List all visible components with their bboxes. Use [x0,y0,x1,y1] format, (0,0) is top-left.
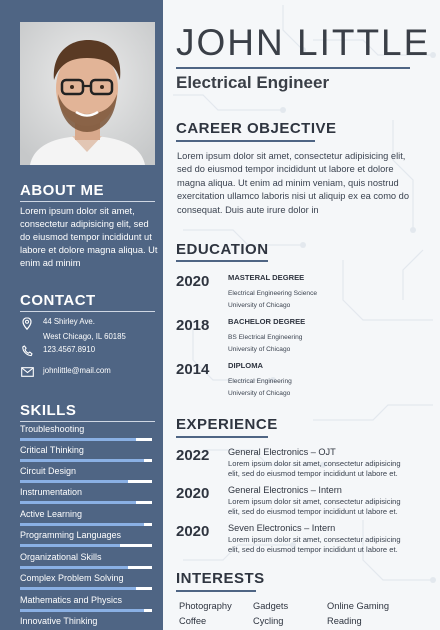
candidate-name: JOHN LITTLE [176,22,431,63]
skill-bar [20,609,152,612]
interest-item: Gadgets [253,601,289,611]
skill-item [20,616,154,630]
skill-item [20,530,154,547]
experience-year: 2020 [176,523,210,540]
about-heading: ABOUT ME [20,182,104,199]
skill-item [20,445,154,462]
experience-title: General Electronics – OJT [228,447,336,457]
contact-phone [20,344,160,358]
phone-icon [20,344,34,358]
skill-item [20,573,154,590]
divider [176,590,256,592]
contact-heading: CONTACT [20,292,96,309]
interest-item: Cycling [253,616,284,626]
contact-email[interactable] [20,365,160,379]
interest-item: Online Gaming [327,601,390,611]
career-objective-text: Lorem ipsum dolor sit amet, consectetur adipisicing elit, sed do eiusmod tempor incididunt ut labore et dolore magna aliqua. Ut enim ad minim veniam, quis nostrud exercitation ullamco laboris nisi ut aliquip ex ea como do consequat. Duis aute irure dolor in [177,151,410,215]
experience-description: Lorem ipsum dolor sit amet, consectetur adipisicing elit, sed do eiusmod tempor incididunt ut labore et. [228,497,401,516]
divider [176,140,315,142]
skill-label: Mathematics and Physics [20,595,123,605]
experience-description: Lorem ipsum dolor sit amet, consectetur adipisicing elit, sed do eiusmod tempor incididunt ut labore et. [228,459,401,478]
education-degree: MASTERAL DEGREE [228,273,305,282]
skill-bar-fill [20,587,136,590]
skill-bar [20,587,152,590]
portrait-image [20,22,155,165]
experience-heading: EXPERIENCE [176,416,278,433]
skill-bar-fill [20,480,128,483]
skill-label: Critical Thinking [20,445,84,455]
skill-bar-fill [20,459,144,462]
skill-label: Complex Problem Solving [20,573,124,583]
education-degree: DIPLOMA [228,361,264,370]
interest-item: Reading [327,616,362,626]
education-degree: BACHELOR DEGREE [228,317,306,326]
skill-label: Circuit Design [20,466,77,476]
skill-label: Organizational Skills [20,552,102,562]
interest-item: Photography [179,601,232,611]
skill-item [20,509,154,526]
divider [176,436,268,438]
skill-bar [20,544,152,547]
experience-year: 2020 [176,485,210,502]
skill-label: Troubleshooting [20,424,85,434]
skill-item [20,424,154,441]
skill-item [20,466,154,483]
skill-label: Programming Languages [20,530,122,540]
interests-heading: INTERESTS [176,570,265,587]
about-text: Lorem ipsum dolor sit amet, consectetur adipisicing elit, sed do eiusmod tempor incididunt ut labore et dolore magna aliqua. Ut enim ad minim [20,206,158,269]
education-field: BS Electrical Engineering [228,334,303,341]
divider [176,67,410,69]
divider [20,311,155,312]
education-year: 2018 [176,317,210,334]
experience-year: 2022 [176,447,210,464]
skill-item [20,595,154,612]
experience-title: General Electronics – Intern [228,485,342,495]
phone-number: 123.4567.8910 [43,345,96,354]
address-line-2: West Chicago, IL 60185 [43,331,126,341]
skill-item [20,487,154,504]
skill-bar-fill [20,609,144,612]
skill-bar-fill [20,501,136,504]
experience-description: Lorem ipsum dolor sit amet, consectetur adipisicing elit, sed do eiusmod tempor incididunt ut labore et. [228,535,401,554]
interest-item: Coffee [179,616,207,626]
skill-bar [20,438,152,441]
address-line-1: 44 Shirley Ave. [43,317,95,326]
skill-bar-fill [20,523,144,526]
skill-label: Active Learning [20,509,83,519]
skill-bar-fill [20,438,136,441]
skill-bar-fill [20,566,128,569]
education-field: Electrical Engineering Science [228,290,318,297]
education-heading: EDUCATION [176,241,269,258]
divider [20,201,155,202]
profile-photo [20,22,155,165]
skill-label: Instrumentation [20,487,83,497]
education-field: Electrical Engineering [228,378,292,385]
education-year: 2014 [176,361,210,378]
skill-bar [20,566,152,569]
skills-heading: SKILLS [20,402,77,419]
experience-title: Seven Electronics – Intern [228,523,336,533]
skill-bar [20,501,152,504]
education-year: 2020 [176,273,210,290]
education-school: University of Chicago [228,346,291,353]
skill-bar [20,459,152,462]
skill-label: Innovative Thinking [20,616,98,626]
education-school: University of Chicago [228,302,291,309]
skill-bar [20,523,152,526]
skill-item [20,552,154,569]
sidebar [0,0,163,630]
skill-bar [20,480,152,483]
career-objective-heading: CAREER OBJECTIVE [176,120,337,137]
skill-bar-fill [20,544,120,547]
email-address[interactable]: johnlittle@mail.com [43,366,111,375]
divider [20,421,155,422]
job-title: Electrical Engineer [176,73,330,92]
location-pin-icon [20,316,34,330]
mail-icon [20,365,34,379]
divider [176,260,268,262]
contact-address [20,316,160,343]
education-school: University of Chicago [228,390,291,397]
